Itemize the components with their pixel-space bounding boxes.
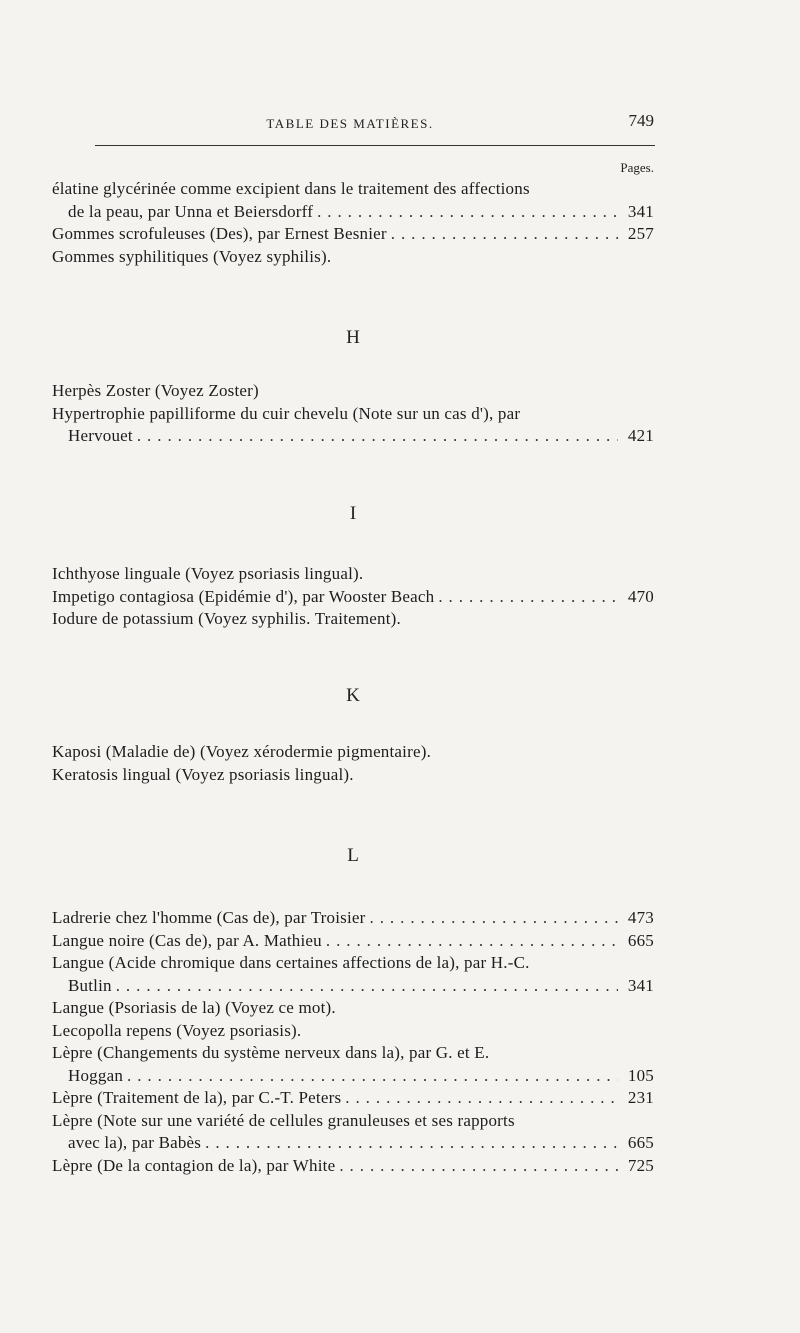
page-number: 749 [628, 111, 654, 130]
entry-page: 665 [627, 930, 654, 950]
section-letter-i: I [349, 503, 357, 524]
dot-leader [112, 975, 618, 998]
entry-text: Ladrerie chez l'homme (Cas de), par Troisier [52, 908, 366, 927]
header-rule [95, 145, 655, 146]
index-entry [52, 764, 654, 787]
section-k-entries [52, 741, 654, 786]
entry-text: Kaposi (Maladie de) (Voyez xérodermie pigmentaire). [52, 742, 432, 761]
section-h-entries [52, 380, 654, 448]
entry-text: élatine glycérinée comme excipient dans le traitement des affections [52, 179, 530, 198]
entry-page: 473 [627, 908, 654, 927]
dot-leader [201, 1132, 618, 1155]
entry-text-continuation: de la peau, par Unna et Beiersdorff [68, 201, 314, 221]
dot-leader [434, 586, 618, 609]
entry-text: Lèpre (Note sur une variété de cellules granuleuses et ses rapports [52, 1110, 515, 1130]
index-entry [52, 1042, 654, 1087]
entry-page: 470 [627, 586, 654, 606]
index-entry [52, 930, 654, 953]
section-l-entries [52, 907, 654, 1177]
dot-leader [313, 201, 618, 224]
section-letter-k: K [346, 685, 360, 706]
index-entry [52, 608, 654, 631]
entry-text: Impetigo contagiosa (Epidémie d'), par Wooster Beach [52, 586, 435, 606]
index-entry [52, 1087, 654, 1110]
section-letter-l: L [347, 845, 359, 866]
entry-text: Herpès Zoster (Voyez Zoster) [52, 381, 259, 400]
entry-text: Langue (Psoriasis de la) (Voyez ce mot). [52, 998, 336, 1017]
index-entry [52, 1110, 654, 1155]
pages-column-label: Pages. [620, 160, 654, 175]
dot-leader [335, 1155, 618, 1178]
entry-text-continuation: avec la), par Babès [68, 1133, 202, 1152]
index-entry [52, 741, 654, 764]
dot-leader [133, 425, 618, 448]
entry-text-continuation: Butlin [68, 975, 112, 995]
running-header-title: TABLE DES MATIÈRES. [266, 116, 434, 131]
entry-text: Ichthyose linguale (Voyez psoriasis lingual). [52, 564, 364, 583]
dot-leader [123, 1065, 618, 1088]
entry-page: 257 [627, 224, 654, 243]
index-entry [52, 907, 654, 930]
index-entry [52, 586, 654, 609]
entry-page: 725 [627, 1155, 654, 1175]
entry-text: Gommes syphilitiques (Voyez syphilis). [52, 246, 332, 266]
index-entry [52, 403, 654, 448]
dot-leader [366, 907, 618, 930]
dot-leader [387, 223, 618, 246]
entry-text: Iodure de potassium (Voyez syphilis. Traitement). [52, 609, 401, 628]
section-letter-h: H [346, 327, 360, 348]
index-entry [52, 952, 654, 997]
section-i-entries [52, 563, 654, 631]
entry-page: 231 [627, 1088, 654, 1107]
entry-text-continuation: Hoggan [68, 1065, 124, 1085]
index-entry [52, 246, 654, 269]
entry-text: Gommes scrofuleuses (Des), par Ernest Besnier [52, 224, 387, 243]
entry-page: 105 [627, 1065, 654, 1085]
entry-text: Lèpre (Changements du système nerveux dans la), par G. et E. [52, 1043, 490, 1062]
entry-text: Lecopolla repens (Voyez psoriasis). [52, 1020, 302, 1040]
entry-text: Keratosis lingual (Voyez psoriasis lingual). [52, 764, 354, 784]
entry-page: 665 [627, 1133, 654, 1152]
entry-page: 341 [627, 975, 654, 995]
index-entry [52, 178, 654, 223]
index-entry [52, 223, 654, 246]
entry-text: Langue noire (Cas de), par A. Mathieu [52, 930, 322, 950]
entry-text-continuation: Hervouet [68, 426, 133, 445]
entry-page: 341 [627, 201, 654, 221]
entry-page: 421 [627, 426, 654, 445]
index-entry [52, 563, 654, 586]
dot-leader [322, 930, 618, 953]
entry-text: Lèpre (Traitement de la), par C.-T. Peters [52, 1088, 342, 1107]
index-entry [52, 1020, 654, 1043]
index-entry [52, 1155, 654, 1178]
entry-text: Lèpre (De la contagion de la), par White [52, 1155, 336, 1175]
section-g-entries [52, 178, 654, 268]
index-entry [52, 997, 654, 1020]
index-entry [52, 380, 654, 403]
dot-leader [341, 1087, 618, 1110]
entry-text: Langue (Acide chromique dans certaines affections de la), par H.-C. [52, 953, 530, 972]
entry-text: Hypertrophie papilliforme du cuir chevelu (Note sur un cas d'), par [52, 403, 521, 423]
